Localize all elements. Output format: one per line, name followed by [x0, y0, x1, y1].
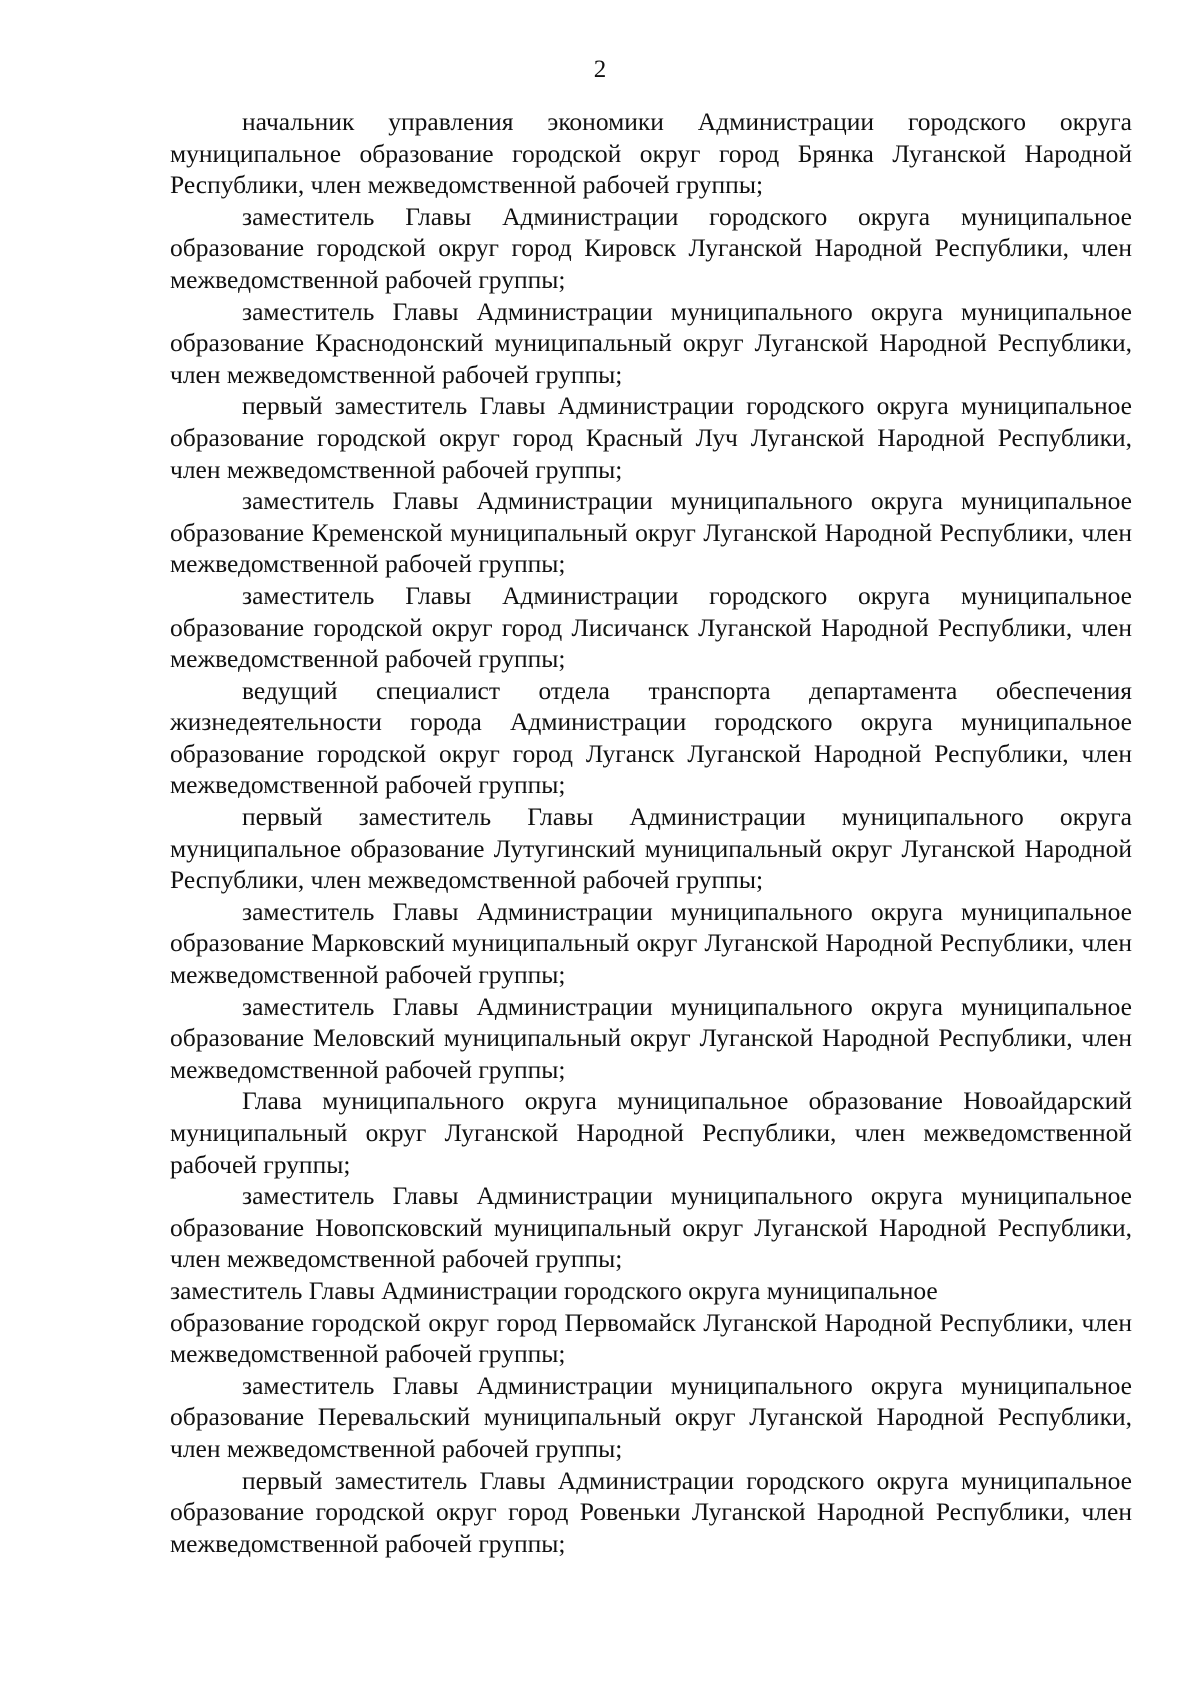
paragraph-lugansk: ведущий специалист отдела транспорта департамента обеспечения жизнедеятельности города Администрации городского округа муниципальное образование городской округ город Луганск Луганской Народной Республики, член межведомственной рабочей группы;: [170, 675, 1132, 800]
paragraph-pervomaisk-line-1: заместитель Главы Администрации городского округа муниципальное: [170, 1275, 938, 1305]
paragraph-perevalsk: заместитель Главы Администрации муниципального округа муниципальное образование Перевальский муниципальный округ Луганской Народной Республики, член межведомственной рабочей группы;: [170, 1370, 1132, 1463]
paragraph-pervomaisk: образование городской округ город Первомайск Луганской Народной Республики, член межведомственной рабочей группы;: [170, 1307, 1132, 1369]
paragraph-kirovsk: заместитель Главы Администрации городского округа муниципальное образование городской округ город Кировск Луганской Народной Республики, член межведомственной рабочей группы;: [170, 201, 1132, 294]
paragraph-krasny-luch: первый заместитель Главы Администрации городского округа муниципальное образование городской округ город Красный Луч Луганской Народной Республики, член межведомственной рабочей группы;: [170, 391, 1132, 484]
paragraph-rovenki: первый заместитель Главы Администрации городского округа муниципальное образование городской округ город Ровеньки Луганской Народной Республики, член межведомственной рабочей группы;: [170, 1465, 1132, 1558]
paragraph-kremennaya: заместитель Главы Администрации муниципального округа муниципальное образование Кременской муниципальный округ Луганской Народной Республики, член межведомственной рабочей группы;: [170, 486, 1132, 579]
paragraph-bryanka: начальник управления экономики Администрации городского округа муниципальное образование городской округ город Брянка Луганской Народной Республики, член межведомственной рабочей группы;: [170, 107, 1132, 200]
paragraph-lutugino: первый заместитель Главы Администрации муниципального округа муниципальное образование Лутугинский муниципальный округ Луганской Народной Республики, член межведомственной рабочей группы;: [170, 802, 1132, 895]
document-body: [170, 106, 1132, 1559]
paragraph-melovoe: заместитель Главы Администрации муниципального округа муниципальное образование Меловский муниципальный округ Луганской Народной Республики, член межведомственной рабочей группы;: [170, 991, 1132, 1084]
paragraph-krasnodon: заместитель Главы Администрации муниципального округа муниципальное образование Краснодонский муниципальный округ Луганской Народной Республики, член межведомственной рабочей группы;: [170, 296, 1132, 389]
paragraph-novopskov: заместитель Главы Администрации муниципального округа муниципальное образование Новопсковский муниципальный округ Луганской Народной Республики, член межведомственной рабочей группы;: [170, 1181, 1132, 1274]
page-number: 2: [593, 56, 607, 83]
paragraph-markovka: заместитель Главы Администрации муниципального округа муниципальное образование Марковский муниципальный округ Луганской Народной Республики, член межведомственной рабочей группы;: [170, 896, 1132, 990]
paragraph-novoaidar: Глава муниципального округа муниципальное образование Новоайдарский муниципальный округ Луганской Народной Республики, член межведомственной рабочей группы;: [170, 1086, 1132, 1179]
paragraph-lisichansk: заместитель Главы Администрации городского округа муниципальное образование городской округ город Лисичанск Луганской Народной Республики, член межведомственной рабочей группы;: [170, 580, 1132, 674]
